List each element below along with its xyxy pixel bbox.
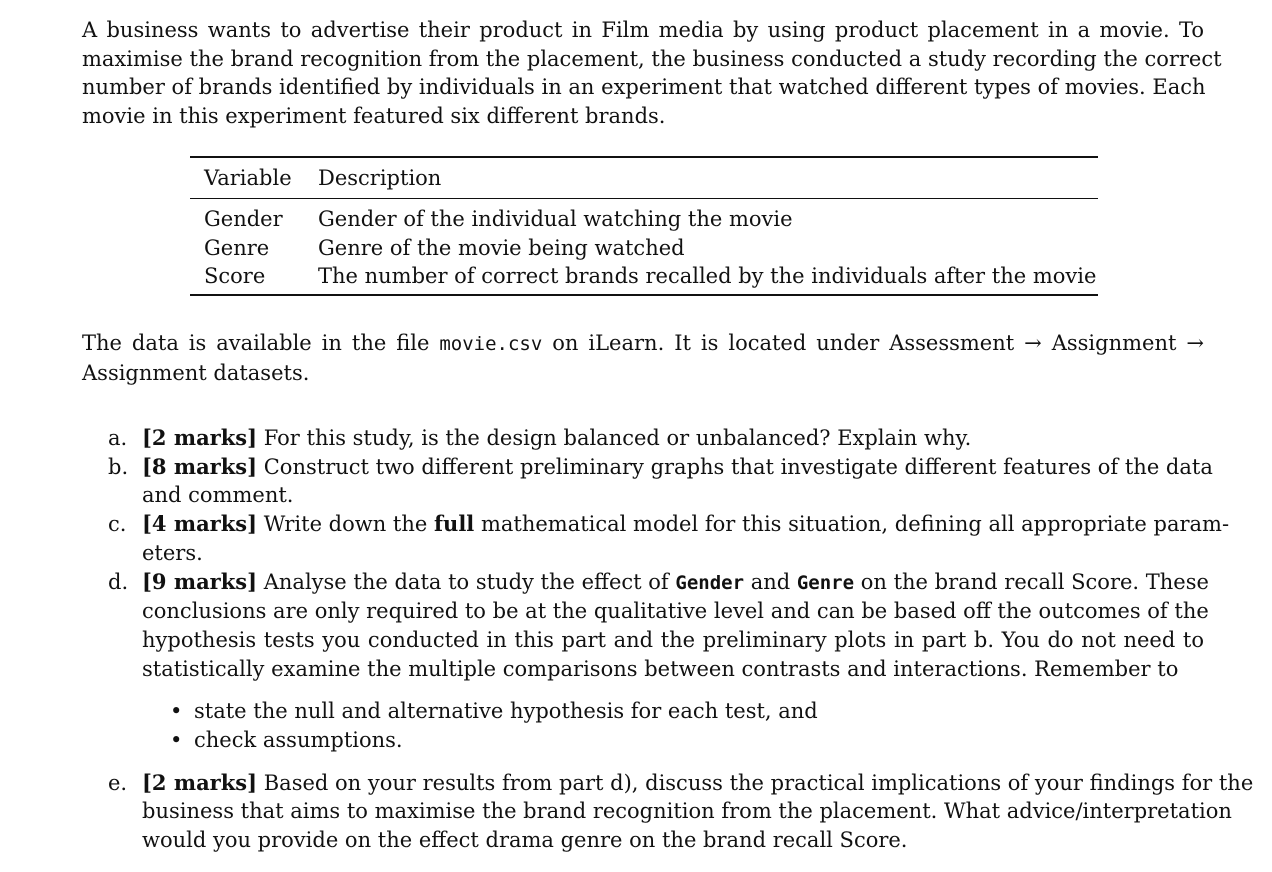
text: The data is available in the file: [82, 331, 440, 355]
bullet-text: check assumptions.: [194, 728, 403, 753]
cell-description: Genre of the movie being watched: [318, 235, 685, 260]
question-line: [142, 510, 1230, 539]
question-line: eters.: [142, 540, 203, 565]
intro-paragraph: [82, 16, 1222, 131]
text: Write down the: [257, 512, 435, 537]
variables-table: [190, 156, 1098, 296]
question-d: [82, 568, 1209, 684]
question-line: [142, 568, 1209, 598]
text: and: [744, 569, 797, 594]
table-bottom-rule: [190, 294, 1098, 296]
header-variable: Variable: [204, 166, 292, 190]
question-a: [82, 424, 1204, 453]
data-location-line: [82, 329, 1204, 359]
question-line: [142, 453, 1213, 482]
table-header-row: [190, 158, 1098, 198]
intro-line: movie in this experiment featured six different brands.: [82, 104, 666, 129]
question-c: [82, 510, 1230, 567]
question-line: hypothesis tests you conducted in this part and the preliminary plots in part b. You do not need to: [142, 627, 1204, 652]
intro-line: A business wants to advertise their product in Film media by using product placement in a movie. To: [82, 18, 1204, 42]
question-line: business that aims to maximise the brand recognition from the placement. What advice/interpretation: [142, 799, 1232, 824]
marks: [4 marks]: [142, 511, 258, 537]
filename: movie.csv: [439, 333, 543, 355]
question-line: would you provide on the effect drama genre on the brand recall Score.: [142, 828, 908, 853]
table-row: [190, 234, 1098, 263]
header-description: Description: [318, 166, 442, 190]
text: For this study, is the design balanced or unbalanced? Explain why.: [257, 426, 972, 450]
question-line: statistically examine the multiple comparisons between contrasts and interactions. Remember to: [142, 656, 1179, 681]
question-label: c.: [108, 512, 127, 537]
question-label: a.: [108, 426, 128, 450]
data-location-paragraph: [82, 329, 1204, 387]
text: Analyse the data to study the effect of: [257, 569, 676, 594]
question-label: d.: [108, 569, 129, 594]
bullet-icon: •: [170, 728, 183, 753]
data-location-line: Assignment datasets.: [82, 360, 310, 385]
question-b: [82, 453, 1213, 510]
text: on iLearn. It is located under Assessment → Assignment →: [542, 331, 1204, 355]
bullet-icon: •: [170, 699, 183, 724]
question-line: conclusions are only required to be at the qualitative level and can be based off the outcomes of the: [142, 599, 1209, 624]
question-e: [82, 769, 1254, 855]
bullet-list: [82, 697, 1204, 754]
emphasis: full: [434, 511, 475, 537]
question-line: [142, 769, 1254, 798]
question-line: [142, 424, 1204, 453]
intro-line: number of brands identified by individuals in an experiment that watched different types of movies. Each: [82, 75, 1206, 100]
text: on the brand recall Score. These: [854, 569, 1209, 594]
text: Based on your results from part d), discuss the practical implications of your findings for the: [257, 770, 1254, 795]
cell-variable: Gender: [204, 207, 283, 232]
question-line: and comment.: [142, 483, 294, 508]
question-label: b.: [108, 454, 129, 479]
cell-description: Gender of the individual watching the movie: [318, 207, 793, 232]
text: Construct two different preliminary graphs that investigate different features of the data: [257, 454, 1213, 479]
marks: [9 marks]: [142, 568, 258, 594]
question-label: e.: [108, 770, 128, 795]
bullet-item: [82, 726, 1204, 755]
code-gender: Gender: [675, 571, 745, 594]
question-list: [82, 424, 1254, 855]
marks: [8 marks]: [142, 453, 258, 479]
code-genre: Genre: [796, 571, 855, 594]
table-row: [190, 205, 1098, 234]
cell-description: The number of correct brands recalled by the individuals after the movie: [318, 264, 1097, 289]
cell-variable: Score: [204, 264, 266, 289]
bullet-item: [82, 697, 1204, 726]
assignment-page: [82, 16, 1254, 853]
text: mathematical model for this situation, defining all appropriate param-: [474, 512, 1230, 537]
marks: [2 marks]: [142, 769, 258, 795]
marks: [2 marks]: [142, 425, 258, 450]
cell-variable: Genre: [204, 235, 270, 260]
table-row: [190, 262, 1098, 291]
intro-line: maximise the brand recognition from the placement, the business conducted a study recording the correct: [82, 46, 1222, 71]
bullet-text: state the null and alternative hypothesis for each test, and: [194, 699, 818, 724]
table-body: [190, 199, 1098, 294]
